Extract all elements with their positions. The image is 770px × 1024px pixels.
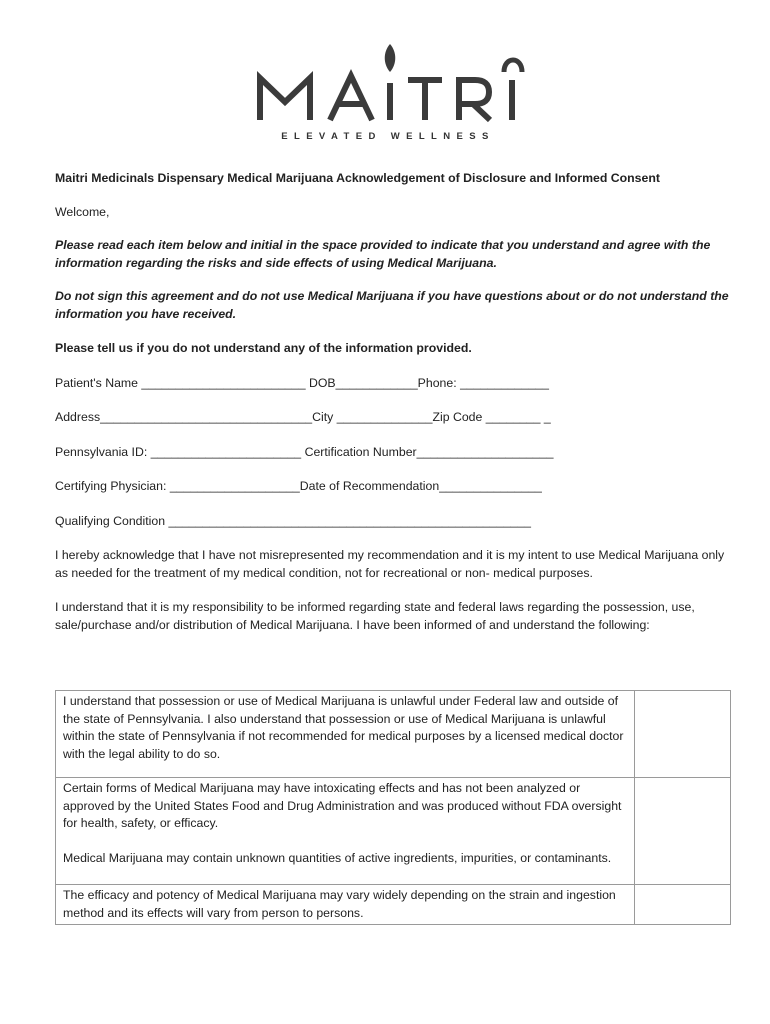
acknowledgement-table	[55, 690, 731, 925]
tell-us-text: Please tell us if you do not understand any of the information provided.	[55, 341, 472, 355]
patient-info-line[interactable]: Patient's Name ________________________ DOB____________Phone: _____________	[55, 375, 549, 390]
table-cell-text	[56, 885, 635, 925]
item-efficacy-potency: The efficacy and potency of Medical Marijuana may vary widely depending on the strain and ingestion method and its effects will vary from person to persons.	[63, 888, 616, 920]
certifying-physician-line[interactable]: Certifying Physician: ___________________Date of Recommendation_______________	[55, 479, 542, 493]
welcome-text: Welcome,	[55, 204, 110, 219]
pennsylvania-id-line[interactable]: Pennsylvania ID: ______________________ Certification Number____________________	[55, 444, 554, 459]
initial-box[interactable]	[635, 885, 731, 925]
qualifying-condition-line[interactable]: Qualifying Condition _____________________________________________________	[55, 513, 531, 528]
table-cell-text	[56, 691, 635, 778]
initial-box[interactable]	[635, 778, 731, 885]
item-intoxicating-effects: Certain forms of Medical Marijuana may have intoxicating effects and has not been analyzed or approved by the United States Food and Drug Administration and was produced without FDA oversight for health, safety, or efficacy.	[63, 781, 622, 830]
warning-text: Do not sign this agreement and do not use Medical Marijuana if you have questions about or do not understand the information you have received.	[55, 289, 729, 321]
responsibility-statement: I understand that it is my responsibility to be informed regarding state and federal laws regarding the possession, use, sale/purchase and/or distribution of Medical Marijuana. I have been informed of and understand the following:	[55, 600, 695, 632]
table-row	[56, 778, 731, 885]
document-title: Maitri Medicinals Dispensary Medical Marijuana Acknowledgement of Disclosure and Informed Consent	[55, 171, 660, 185]
acknowledgement-statement: I hereby acknowledge that I have not misrepresented my recommendation and it is my intent to use Medical Marijuana only as needed for the treatment of my medical condition, not for recreational or non- medical purposes.	[55, 548, 725, 580]
table-row	[56, 691, 731, 778]
item-federal-law: I understand that possession or use of Medical Marijuana is unlawful under Federal law and outside of the state of Pennsylvania. I also understand that possession or use of Medical Marijuana is unlawful within the state of Pennsylvania if not recommended for medical purposes by a licensed medical doctor with the legal ability to do so.	[63, 694, 624, 761]
table-row	[56, 885, 731, 925]
initial-box[interactable]	[635, 691, 731, 778]
maitri-wordmark-image	[240, 40, 530, 125]
logo-tagline: ELEVATED WELLNESS	[281, 131, 495, 142]
maitri-logo	[0, 40, 770, 142]
table-cell-text	[56, 778, 635, 885]
item-unknown-quantities: Medical Marijuana may contain unknown quantities of active ingredients, impurities, or contaminants.	[63, 850, 612, 865]
address-line[interactable]: Address_______________________________City ______________Zip Code ________ _	[55, 410, 551, 424]
instructions-text: Please read each item below and initial in the space provided to indicate that you understand and agree with the information regarding the risks and side effects of using Medical Marijuana.	[55, 238, 711, 270]
document-body	[55, 170, 735, 634]
